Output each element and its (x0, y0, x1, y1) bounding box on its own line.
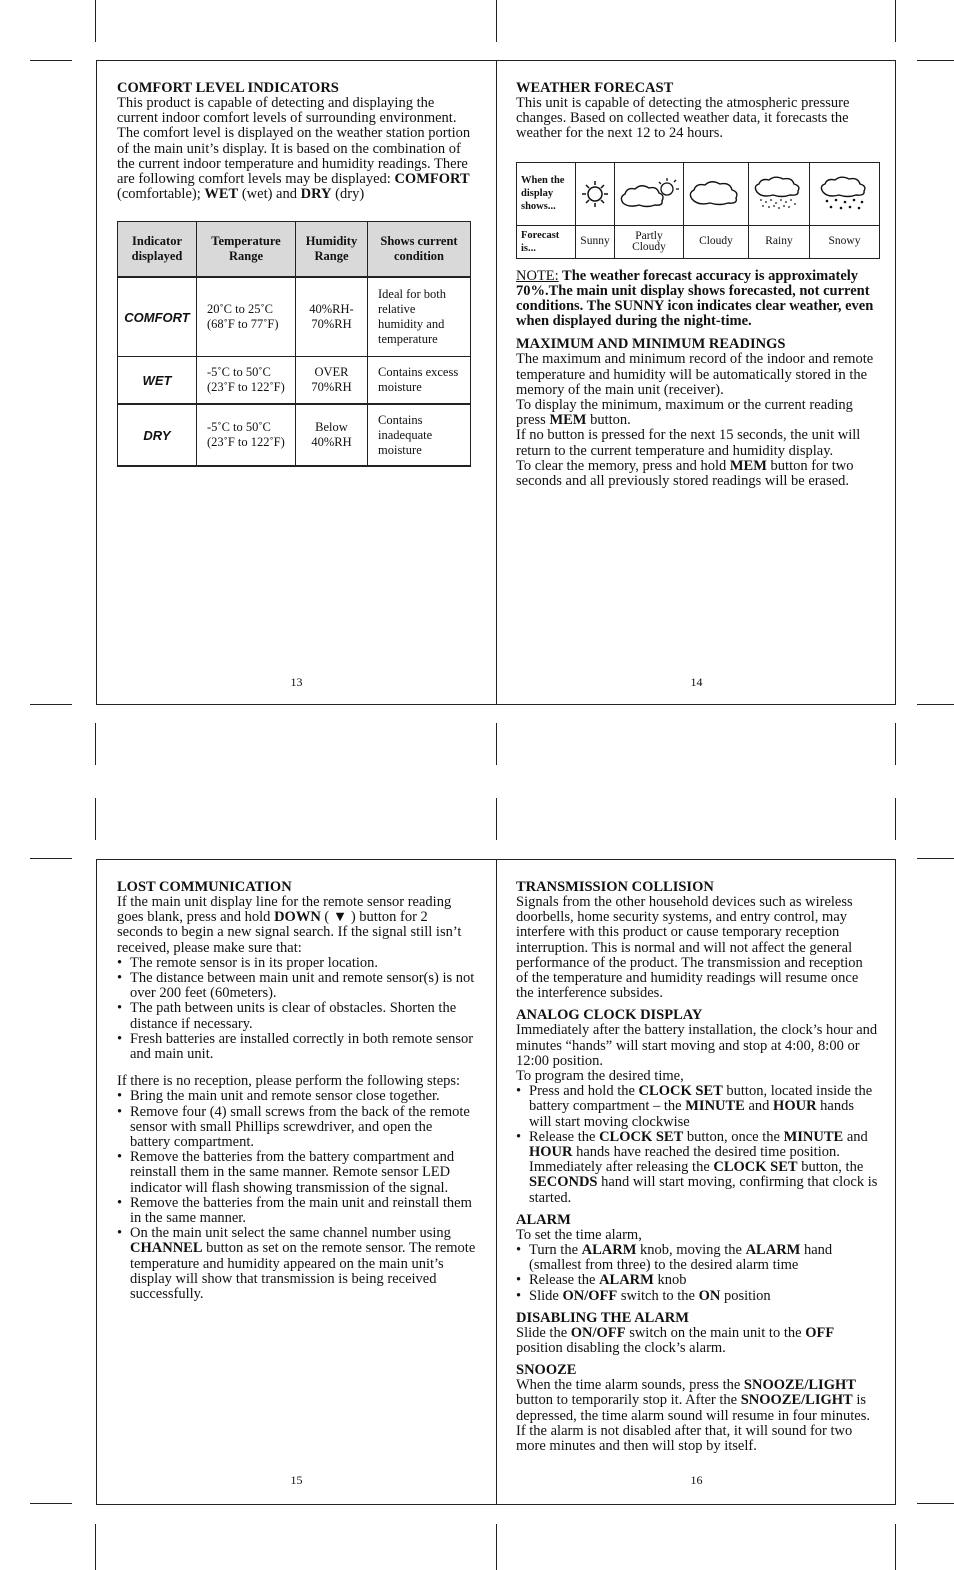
temp-cell: 20˚C to 25˚C (68˚F to 77˚F) (197, 277, 296, 357)
humidity-cell: 40%RH-70%RH (296, 277, 368, 357)
forecast-label: Cloudy (684, 225, 749, 258)
page-13 (97, 61, 496, 704)
indicator-cell: DRY (118, 404, 197, 466)
page-number: 16 (690, 1473, 703, 1487)
page-number: 13 (290, 675, 303, 689)
list-item: • On the main unit select the same channel number using CHANNEL button as set on the remote sensor. The remote temperature and humidity appeared on the main unit’s display will show that transmission is being received successfully. (117, 1226, 476, 1302)
indicator-cell: COMFORT (118, 277, 197, 357)
steps-intro: If there is no reception, please perform the following steps: (117, 1073, 461, 1090)
acd-list (516, 1084, 878, 1206)
indicator-cell: WET (118, 357, 197, 405)
forecast-row-label: When the display shows... (517, 162, 576, 225)
sun-icon (576, 162, 615, 225)
tc-title: TRANSMISSION COLLISION (516, 879, 714, 895)
page-15 (97, 860, 496, 1504)
acd-title: ANALOG CLOCK DISPLAY (516, 1007, 703, 1024)
maxmin-text: The maximum and minimum record of the indoor and remote temperature and humidity will be automatically stored in the memory of the main unit (receiver). (516, 351, 874, 398)
top-spread (96, 60, 896, 705)
bottom-spread (96, 859, 896, 1505)
forecast-label: Sunny (576, 225, 615, 258)
temp-cell: -5˚C to 50˚C (23˚F to 122˚F) (197, 357, 296, 405)
list-item: • Release the CLOCK SET button, once the MINUTE and HOUR hands have reached the desired time position. Immediately after releasing the CLOCK SET button, the SECONDS hand will start moving, confirming that clock is started. (516, 1130, 878, 1206)
list-item: • The remote sensor is in its proper location. (117, 956, 476, 971)
condition-cell: Contains excess moisture (368, 357, 471, 405)
forecast-table (516, 162, 880, 259)
snooze-text: When the time alarm sounds, press the SNOOZE/LIGHT button to temporarily stop it. After the SNOOZE/LIGHT is depressed, the time alarm sound will resume in four minutes. If the alarm is not disabled after that, it will sound for two more minutes and then will stop by itself. (516, 1377, 870, 1455)
condition-cell: Contains inadequate moisture (368, 404, 471, 466)
temp-cell: -5˚C to 50˚C (23˚F to 122˚F) (197, 404, 296, 466)
forecast-label: Partly Cloudy (615, 225, 684, 258)
table-header: Temperature Range (197, 222, 296, 278)
list-item: • Release the ALARM knob (516, 1273, 878, 1288)
lost-comm-text: If the main unit display line for the remote sensor reading goes blank, press and hold DOWN ( ▼ ) button for 2 seconds to begin a new signal search. If the signal still isn’t received, please make sure that: (117, 894, 462, 956)
humidity-cell: OVER 70%RH (296, 357, 368, 405)
maxmin-text: If no button is pressed for the next 15 seconds, the unit will return to the current temperature and humidity display. (516, 427, 861, 459)
list-item: • Remove four (4) small screws from the back of the remote sensor with small Phillips screwdriver, and open the battery compartment. (117, 1105, 476, 1151)
table-row (118, 404, 471, 466)
list-item: • Bring the main unit and remote sensor close together. (117, 1089, 476, 1104)
forecast-intro: This unit is capable of detecting the atmospheric pressure changes. Based on collected weather data, it forecasts the weather for the next 12 to 24 hours. (516, 95, 850, 142)
acd-text: Immediately after the battery installation, the clock’s hour and minutes “hands” will start moving and stop at 4:00, 8:00 or 12:00 position. (516, 1022, 878, 1069)
disable-alarm-title: DISABLING THE ALARM (516, 1309, 689, 1326)
tc-text: Signals from the other household devices such as wireless doorbells, home security systems, and entry control, may interfere with this product or cause temporary reception interruption. This is normal and will not affect the general performance of the product. The transmission and reception of the temperature and humidity readings will resume once the interference subsides. (516, 894, 863, 1002)
rainy-icon (749, 162, 810, 225)
cloudy-icon (684, 162, 749, 225)
humidity-cell: Below 40%RH (296, 404, 368, 466)
checklist (117, 956, 476, 1062)
page-16 (497, 860, 896, 1504)
page-number: 15 (290, 1473, 303, 1487)
forecast-label: Rainy (749, 225, 810, 258)
maxmin-title: MAXIMUM AND MINIMUM READINGS (516, 336, 786, 353)
partly-cloudy-icon (615, 162, 684, 225)
forecast-note: NOTE: The weather forecast accuracy is approximately 70%.The main unit display shows forecasted, not current conditions. The SUNNY icon indicates clear weather, even when displayed during the night-time. (516, 267, 874, 330)
alarm-text: To set the time alarm, (516, 1226, 642, 1243)
alarm-list (516, 1243, 878, 1304)
list-item: • Fresh batteries are installed correctly in both remote sensor and main unit. (117, 1032, 476, 1062)
forecast-title: WEATHER FORECAST (516, 80, 674, 96)
list-item: • The distance between main unit and remote sensor(s) is not over 200 feet (60meters). (117, 971, 476, 1001)
list-item: • Turn the ALARM knob, moving the ALARM hand (smallest from three) to the desired alarm time (516, 1243, 878, 1273)
table-row (118, 277, 471, 357)
steps-list (117, 1089, 476, 1302)
forecast-label: Snowy (810, 225, 880, 258)
comfort-title: COMFORT LEVEL INDICATORS (117, 80, 339, 96)
list-item: • Press and hold the CLOCK SET button, located inside the battery compartment – the MINUTE and HOUR hands will start moving clockwise (516, 1084, 878, 1130)
list-item: • The path between units is clear of obstacles. Shorten the distance if necessary. (117, 1001, 476, 1031)
page-14 (497, 61, 896, 704)
table-header: Humidity Range (296, 222, 368, 278)
list-item: • Remove the batteries from the battery compartment and reinstall them in the same manner. Remote sensor LED indicator will flash showing transmission of the signal. (117, 1150, 476, 1196)
table-row (118, 357, 471, 405)
comfort-table (117, 221, 471, 467)
table-header: Indicator displayed (118, 222, 197, 278)
acd-text: To program the desired time, (516, 1068, 684, 1085)
alarm-title: ALARM (516, 1211, 571, 1228)
list-item: • Remove the batteries from the main unit and reinstall them in the same manner. (117, 1196, 476, 1226)
comfort-intro: This product is capable of detecting and displaying the current indoor comfort levels of surrounding environment. The comfort level is displayed on the weather station portion of the main unit’s display. It is based on the combination of the current indoor temperature and humidity readings. There are following comfort levels may be displayed: COMFORT (comfortable); WET (wet) and DRY (dry) (117, 95, 471, 203)
lost-comm-title: LOST COMMUNICATION (117, 879, 292, 895)
page-number: 14 (690, 675, 703, 689)
condition-cell: Ideal for both relative humidity and temperature (368, 277, 471, 357)
maxmin-text: To display the minimum, maximum or the current reading press MEM button. (516, 397, 853, 429)
list-item: • Slide ON/OFF switch to the ON position (516, 1289, 878, 1304)
forecast-row-label: Forecast is... (517, 225, 576, 258)
disable-alarm-text: Slide the ON/OFF switch on the main unit to the OFF position disabling the clock’s alarm. (516, 1324, 835, 1357)
table-header: Shows current condition (368, 222, 471, 278)
snowy-icon (810, 162, 880, 225)
snooze-title: SNOOZE (516, 1362, 577, 1379)
maxmin-text: To clear the memory, press and hold MEM button for two seconds and all previously stored readings will be erased. (516, 457, 854, 490)
